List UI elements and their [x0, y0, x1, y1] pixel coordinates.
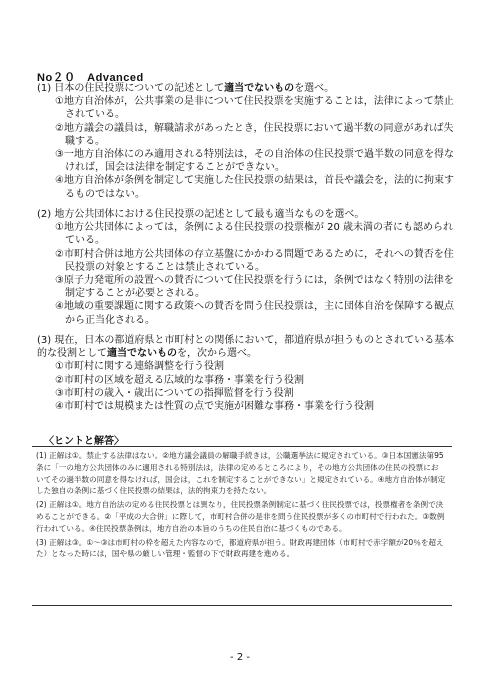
question-1-stem: (1) 日本の住民投票についての記述として適当でないものを選べ。: [37, 83, 335, 94]
question-3-option-2: ②市町村の区域を超える広域的な事務・事業を行う役割: [55, 374, 304, 386]
question-3-stem: (3) 現在，日本の都道府県と市町村との関係において，都道府県が担うものとされている基本的な役割として適当でないものを，次から選べ。: [37, 335, 455, 360]
question-2-option-4: ④地域の重要課題に関する政策への賛否を問う住民投票は，主に団体自治を保障する観点から正当化される。: [55, 301, 454, 326]
question-3-option-3: ③市町村の歳入・歳出についての指揮監督を行う役割: [55, 387, 294, 399]
question-2-option-2: ②市町村合併は地方公共団体の存立基盤にかかわる問題であるために，それへの賛否を住民投票の対象とすることは禁止されている。: [55, 248, 454, 273]
question-3: [37, 334, 457, 413]
question-2: [37, 208, 457, 327]
question-2-option-1: ①地方公共団体によっては，条例による住民投票の投票権が 20 歳未満の者にも認められている。: [55, 222, 454, 247]
hint-3: (3) 正解は③。①～③は市町村の枠を超えた内容なので，都道府県が担う。財政再建団体（市町村で赤字額が20％を超えた）となった時には，国や県の厳しい管理・監督の下で財政再建を進める。: [36, 537, 444, 559]
question-1-option-3: ③一地方自治体にのみ適用される特別法は，その自治体の住民投票で過半数の同意を得なければ，国会は法律を制定することができない。: [55, 149, 454, 174]
question-3-option-4: ④市町村では規模または性質の点で実施が困難な事務・事業を行う役割: [55, 401, 374, 413]
page-number: - 2 -: [230, 652, 250, 663]
hints-section: [36, 450, 446, 562]
hints-bottom-rule: [32, 605, 452, 606]
question-1-option-4: ④地方自治体が条例を制定して実施した住民投票の結果は，首長や議会を，法的に拘束するものではない。: [55, 175, 454, 200]
hint-2: (2) 正解は①。地方自治法の定める住民投票とは異なり，住民投票条例制定に基づく住民投票では，投票権者を条例で決めることができる。②「平成の大合併」に際して，市町村合併の是非を問う住民投票が多くの市町村で行われた。③数例行われている。④住民投票条例は，地方自治の本旨のうちの住民自治に基づくものである。: [36, 500, 445, 533]
question-1-option-1: ①地方自治体が，公共事業の是非について住民投票を実施することは，法律によって禁止されている。: [55, 96, 454, 121]
question-1-option-2: ②地方議会の議員は，解職請求があったとき，住民投票において過半数の同意があれば失職する。: [55, 122, 454, 147]
hints-top-rule: [32, 446, 452, 447]
page-title: No２０ Advanced: [37, 72, 144, 84]
question-1: [37, 82, 457, 201]
question-2-option-3: ③原子力発電所の設置への賛否について住民投票を行うには，条例ではなく特別の法律を制定することが必要とされる。: [55, 275, 454, 300]
hints-heading: 〈ヒントと解答〉: [44, 436, 124, 447]
question-2-stem: (2) 地方公共団体における住民投票の記述として最も適当なものを選べ。: [37, 209, 365, 220]
question-3-option-1: ①市町村に関する連絡調整を行う役割: [55, 361, 224, 373]
hint-1: (1) 正解は①。禁止する法律はない。②地方議会議員の解職手続きは，公職選挙法に規定されている。③日本国憲法第95条に「一の地方公共団体のみに適用される特別法は，法律の定めるところにより，その地方公共団体の住民の投票においてその過半数の同意を得なければ，国会は，これを制定することができない」と規定されている。④地方自治体が制定した独自の条例に基づく住民投票の結果は，法的拘束力を持たない。: [36, 451, 446, 496]
